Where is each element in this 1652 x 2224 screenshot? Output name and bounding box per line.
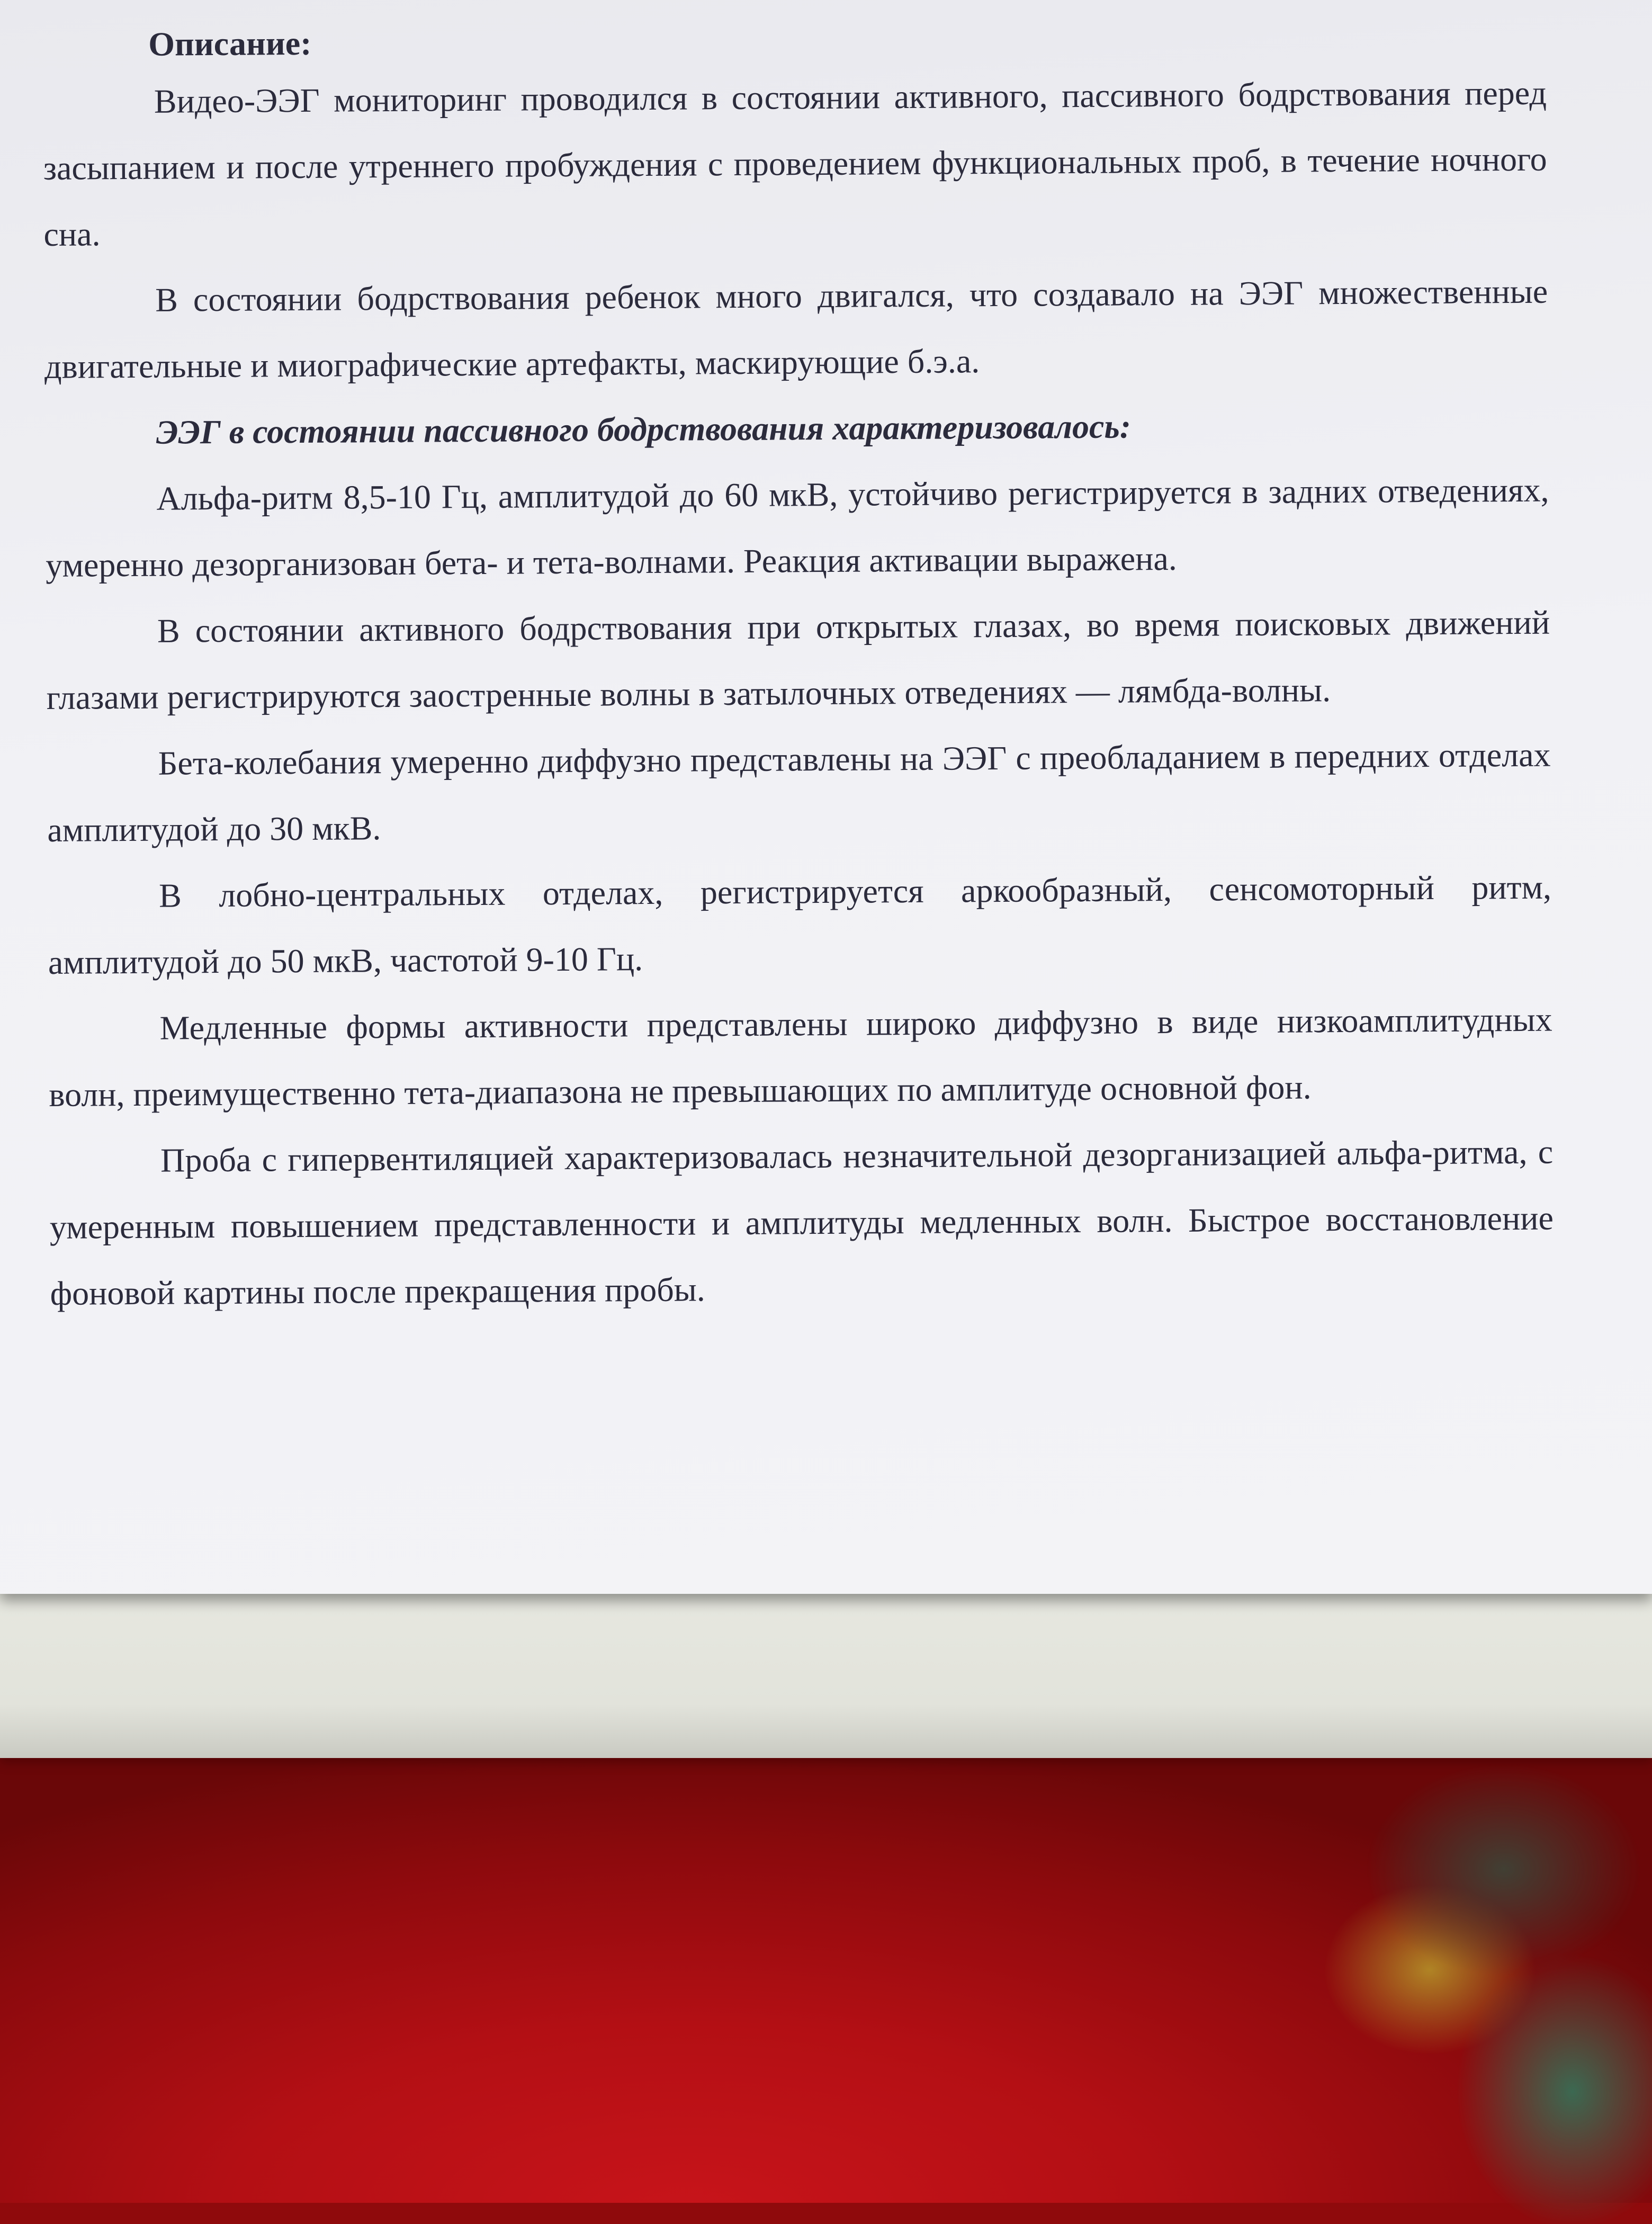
section-heading: Описание: [148,24,312,63]
paragraph-monitoring: Видео-ЭЭГ мониторинг проводился в состоянии активного, пассивного бодрствования перед засыпанием и после утреннего пробуждения с проведением функциональных проб, в течение ночного сна. [43,74,1547,253]
patterned-cloth-corner [1324,1747,1652,2224]
paragraph-slow-activity: Медленные формы активности представлены широко диффузно в виде низкоамплитудных волн, преимущественно тета-диапазона не превышающих по амплитуде основной фон. [49,1000,1552,1114]
paragraph-hyperventilation: Проба с гипервентиляцией характеризовалась незначительной дезорганизацией альфа-ритма, с умеренным повышением представленности и амплитуды медленных волн. Быстрое восстановление фоновой картины после прекращения пробы. [49,1133,1554,1312]
white-board [0,1578,1652,1758]
paragraph-sensorimotor: В лобно-центральных отделах, регистрируется аркообразный, сенсомоторный ритм, амплитудой до 50 мкВ, частотой 9-10 Гц. [48,868,1552,981]
document-body [42,12,1554,1326]
paragraph-lambda-waves: В состоянии активного бодрствования при открытых глазах, во время поисковых движений глазами регистрируются заостренные волны в затылочных отведениях — лямбда-волны. [46,603,1550,716]
paragraph-beta: Бета-колебания умеренно диффузно представлены на ЭЭГ с преобладанием в передних отделах амплитудой до 30 мкВ. [47,736,1551,849]
paragraph-artifacts: В состоянии бодрствования ребенок много двигался, что создавало на ЭЭГ множественные двигательные и миографические артефакты, маскирующие б.э.а. [44,272,1548,385]
paragraph-alpha-rhythm: Альфа-ритм 8,5-10 Гц, амплитудой до 60 мкВ, устойчиво регистрируется в задних отведениях, умеренно дезорганизован бета- и тета-волнами. Реакция активации выражена. [46,471,1549,584]
subheading-passive-wakefulness: ЭЭГ в состоянии пассивного бодрствования характеризовалось: [156,407,1132,451]
